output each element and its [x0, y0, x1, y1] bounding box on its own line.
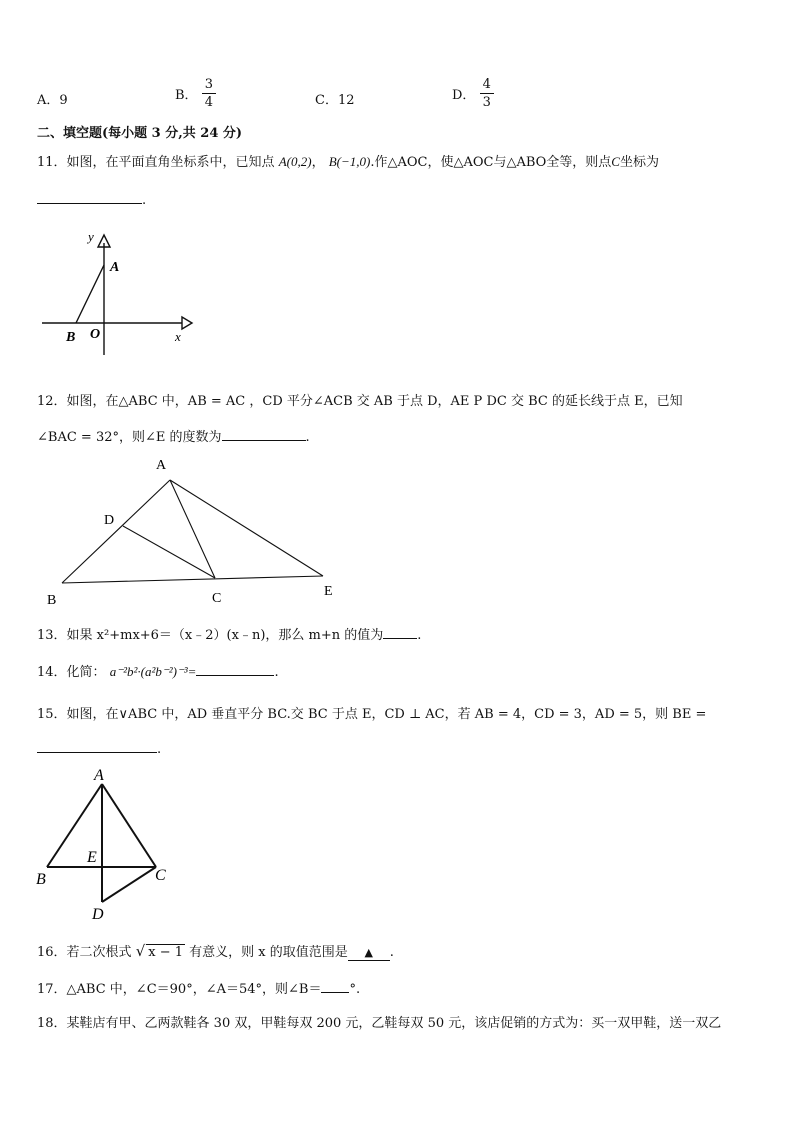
- question-text: 某鞋店有甲、乙两款鞋各 30 双，甲鞋每双 200 元，乙鞋每双 50 元，该店促销的方式为：买一双甲鞋，送一双乙: [66, 1016, 722, 1031]
- q10-option-a: [37, 89, 68, 108]
- q15-answer: [37, 740, 161, 757]
- tail: .: [417, 628, 422, 643]
- question-text: .作△AOC，使△AOC与△ABO全等，则点: [370, 155, 612, 170]
- q17-text: [37, 978, 360, 997]
- tail: .: [274, 665, 279, 680]
- label-d: D: [104, 513, 115, 528]
- denominator: 4: [204, 95, 213, 110]
- segment-ae: [170, 480, 323, 576]
- answer-blank[interactable]: [321, 980, 349, 993]
- segment-ac: [102, 784, 156, 867]
- question-text: △ABC 中，∠C＝90°，∠A＝54°，则∠B＝: [66, 982, 322, 997]
- radicand: x − 1: [148, 945, 184, 960]
- question-text: 坐标为: [619, 155, 659, 170]
- numerator: 4: [480, 76, 494, 94]
- option-label: A．: [37, 93, 60, 108]
- sqrt-icon: √: [135, 942, 146, 960]
- denominator: 3: [482, 95, 491, 110]
- question-text: 如图，在△ABC 中，AB = AC ，CD 平分∠ACB 交 AB 于点 D，AE P DC 交 BC 的延长线于点 E，已知: [66, 394, 683, 409]
- q15-figure: [30, 762, 180, 922]
- segment-cd: [102, 867, 156, 902]
- label-y: y: [88, 229, 94, 244]
- option-value: 9: [59, 93, 68, 108]
- option-label: D．: [452, 88, 476, 103]
- q14-text: [37, 661, 279, 680]
- tail: .: [389, 945, 394, 960]
- label-e: E: [87, 849, 97, 866]
- var-c: C: [611, 154, 620, 169]
- label-b: B: [47, 593, 57, 607]
- triangle-icon: ▲: [364, 946, 374, 959]
- tail: °.: [349, 982, 361, 997]
- q15-text: [37, 703, 706, 722]
- q16-text: [37, 941, 394, 961]
- q11-text: [37, 151, 659, 170]
- answer-blank[interactable]: [37, 740, 157, 753]
- label-b: B: [36, 871, 46, 888]
- option-label: C．: [315, 93, 338, 108]
- label-b: B: [66, 330, 76, 345]
- q11-figure: [30, 225, 200, 355]
- question-number: 16．: [37, 945, 67, 960]
- label-d: D: [92, 906, 104, 922]
- point-a: A(0,2): [278, 154, 312, 169]
- question-text: 化简：: [66, 665, 106, 680]
- option-value: 12: [337, 93, 355, 108]
- label-a: A: [156, 458, 167, 473]
- x-axis-arrow: [182, 317, 192, 329]
- tail: .: [305, 430, 310, 445]
- answer-blank[interactable]: [196, 663, 274, 676]
- q18-text: [37, 1012, 721, 1031]
- q11-answer: [37, 189, 146, 208]
- tail: .: [142, 193, 147, 208]
- question-text: 若二次根式: [66, 945, 132, 960]
- segment-ab: [62, 480, 170, 583]
- question-text: 如图，在平面直角坐标系中，已知点: [66, 155, 275, 170]
- tail: .: [157, 742, 162, 757]
- q12-text-line1: [37, 390, 683, 409]
- answer-blank[interactable]: [37, 189, 142, 204]
- segment-be: [62, 576, 323, 583]
- segment-dc: [123, 526, 215, 578]
- question-text: 如图，在∨ABC 中，AD 垂直平分 BC.交 BC 于点 E，CD ⊥ AC，若 AB = 4，CD = 3，AD = 5，则 BE =: [66, 707, 707, 722]
- label-e: E: [324, 584, 333, 599]
- separator: ，: [311, 155, 325, 170]
- answer-blank[interactable]: [222, 428, 306, 441]
- numerator: 3: [202, 76, 216, 94]
- label-o: O: [90, 327, 101, 342]
- question-text: 如果 x²+mx+6＝（x﹣2）(x﹣n)，那么 m+n 的值为: [66, 628, 384, 643]
- section-title: 二、填空题(每小题 3 分,共 24 分): [37, 126, 243, 141]
- q13-text: [37, 624, 421, 643]
- answer-blank[interactable]: [383, 626, 417, 639]
- question-number: 13．: [37, 628, 67, 643]
- q10-option-d: [452, 76, 494, 111]
- point-b: B(−1,0): [328, 154, 371, 169]
- question-text: ∠BAC = 32°，则∠E 的度数为: [37, 430, 222, 445]
- q10-option-b: [175, 76, 216, 111]
- question-number: 17．: [37, 982, 67, 997]
- q10-option-c: [315, 89, 355, 108]
- label-x: x: [175, 329, 181, 344]
- label-c: C: [212, 591, 222, 606]
- question-number: 18．: [37, 1016, 67, 1031]
- fraction: [480, 76, 494, 111]
- answer-blank[interactable]: [348, 945, 390, 961]
- q12-figure: [40, 452, 350, 607]
- label-c: C: [155, 867, 166, 884]
- question-text: 有意义，则 x 的取值范围是: [189, 945, 348, 960]
- segment-ab: [76, 265, 104, 323]
- q12-text-line2: [37, 426, 310, 445]
- fraction: [202, 76, 216, 111]
- question-number: 15．: [37, 707, 67, 722]
- expression: a⁻²b²·(a²b⁻²)⁻³=: [109, 664, 197, 679]
- label-a: A: [110, 260, 120, 275]
- question-number: 11．: [37, 155, 67, 170]
- label-a: A: [94, 767, 104, 784]
- question-number: 14．: [37, 665, 67, 680]
- option-label: B．: [175, 88, 198, 103]
- question-number: 12．: [37, 394, 67, 409]
